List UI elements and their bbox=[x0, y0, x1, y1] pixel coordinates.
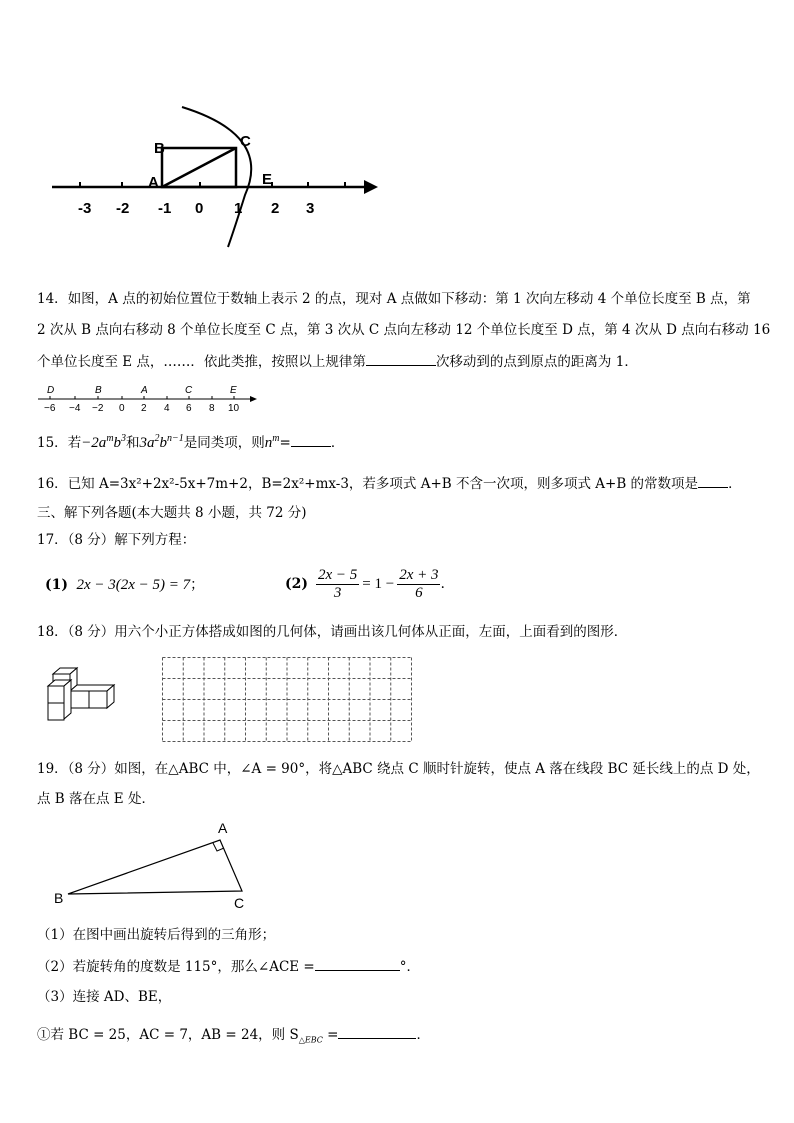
question-text: °． bbox=[399, 959, 420, 975]
number-line-arc-figure bbox=[40, 95, 390, 255]
question-19-sub-1: （1）在图中画出旋转后得到的三角形； bbox=[37, 927, 276, 943]
tick-label: 0 bbox=[195, 200, 204, 217]
equation-middle: = 1 − bbox=[362, 575, 395, 592]
question-text: ． bbox=[728, 476, 742, 492]
point-label-e: E bbox=[262, 171, 273, 188]
tick-label: -2 bbox=[116, 200, 130, 217]
question-text: 若 bbox=[67, 435, 82, 451]
right-triangle-figure bbox=[50, 818, 260, 913]
punctuation: ； bbox=[190, 577, 205, 593]
term-1: $-2a^mb^3$ bbox=[81, 433, 127, 451]
question-text: 已知 A=3x²+2x²-5x+7m+2，B=2x²+mx-3，若多项式 A+B 不含一次项，则多项式 A+B 的常数项是 bbox=[67, 476, 699, 492]
question-text: ． bbox=[330, 435, 345, 451]
point-label: E bbox=[230, 385, 237, 396]
question-18-header: 18．（8 分）用六个小正方体搭成如图的几何体，请画出该几何体从正面，左面，上面看到的图形． bbox=[37, 624, 628, 640]
tick-label: 4 bbox=[164, 403, 170, 414]
question-text: ． bbox=[416, 1027, 430, 1043]
question-text: ①若 BC = 25，AC = 7，AB = 24，则 S bbox=[37, 1027, 299, 1043]
drawing-grid[interactable] bbox=[162, 657, 413, 743]
section-heading: 三、解下列各题(本大题共 8 小题，共 72 分) bbox=[37, 505, 307, 521]
question-16 bbox=[37, 473, 742, 494]
term-2: $3a^2b^{n-1}$ bbox=[139, 433, 184, 451]
question-text: = bbox=[322, 1027, 339, 1043]
point-label-a: A bbox=[148, 174, 159, 191]
point-label: C bbox=[185, 385, 193, 396]
question-19-sub-2 bbox=[37, 956, 420, 977]
axis-arrow bbox=[364, 180, 378, 194]
point-label-c: C bbox=[240, 133, 251, 150]
question-text: 是同类项，则 bbox=[183, 435, 265, 451]
tick-label: −2 bbox=[92, 403, 104, 414]
cubes-figure bbox=[40, 662, 122, 724]
tick-label: 0 bbox=[119, 403, 125, 414]
question-text: 次移动到的点到原点的距离为 1． bbox=[435, 354, 638, 370]
question-number: 16． bbox=[37, 476, 68, 492]
equals-sign: = bbox=[279, 435, 291, 451]
question-text: 和 bbox=[126, 435, 140, 451]
tick-label: 2 bbox=[271, 200, 280, 217]
tick-label: −4 bbox=[69, 403, 81, 414]
tick-label: 3 bbox=[306, 200, 315, 217]
question-17-header: 17．（8 分）解下列方程： bbox=[37, 532, 196, 548]
answer-blank[interactable] bbox=[315, 956, 400, 971]
question-19-line-2: 点 B 落在点 E 处． bbox=[37, 791, 155, 807]
question-14-line-2: 2 次从 B 点向右移动 8 个单位长度至 C 点，第 3 次从 C 点向左移动 12 个单位长度至 D 点，第 4 次从 D 点向右移动 16 bbox=[37, 322, 771, 338]
numerator: 2x − 5 bbox=[318, 566, 358, 583]
point-label: B bbox=[95, 385, 102, 396]
question-19-sub-4 bbox=[37, 1024, 430, 1051]
compass-arc bbox=[182, 107, 251, 247]
fraction-2 bbox=[397, 567, 440, 602]
question-text: 个单位长度至 E 点，……．依此类推，按照以上规律第 bbox=[37, 354, 366, 370]
tick-label: 10 bbox=[228, 403, 240, 414]
vertex-label-a: A bbox=[218, 820, 228, 836]
tick-label: 8 bbox=[209, 403, 215, 414]
tick-label: −6 bbox=[44, 403, 56, 414]
vertex-label-c: C bbox=[234, 895, 245, 911]
expression: $n^m$ bbox=[264, 433, 280, 451]
answer-blank[interactable] bbox=[291, 432, 331, 447]
question-19-sub-3: （3）连接 AD、BE， bbox=[37, 989, 172, 1005]
equation-1: 2x − 3(2x − 5) = 7 bbox=[76, 577, 191, 593]
denominator: 3 bbox=[333, 584, 342, 601]
question-14-line-3 bbox=[37, 351, 638, 372]
question-text: 如图，A 点的初始位置位于数轴上表示 2 的点，现对 A 点做如下移动：第 1 次向左移动 4 个单位长度至 B 点，第 bbox=[67, 291, 751, 307]
tick-label: -3 bbox=[78, 200, 92, 217]
question-17-part-2 bbox=[285, 562, 445, 606]
question-number: 15． bbox=[37, 435, 68, 451]
question-text: （2）若旋转角的度数是 115°，那么∠ACE = bbox=[37, 959, 315, 975]
question-19-line-1: 19．（8 分）如图，在△ABC 中，∠A = 90°，将△ABC 绕点 C 顺时针旋转，使点 A 落在线段 BC 延长线上的点 D 处， bbox=[37, 761, 760, 777]
denominator: 6 bbox=[415, 584, 423, 601]
point-label-b: B bbox=[154, 140, 165, 157]
part-label: (2) bbox=[285, 576, 308, 592]
axis-arrow bbox=[250, 396, 257, 402]
tick-label: -1 bbox=[158, 200, 172, 217]
point-label: D bbox=[47, 385, 55, 396]
tick-label: 2 bbox=[141, 403, 147, 414]
diagonal-ac bbox=[162, 148, 236, 187]
vertex-label-b: B bbox=[54, 890, 64, 906]
answer-blank[interactable] bbox=[698, 473, 728, 488]
tick-label: 1 bbox=[234, 200, 243, 217]
question-14-line-1 bbox=[37, 289, 751, 309]
question-15 bbox=[37, 429, 344, 453]
punctuation: . bbox=[440, 576, 445, 592]
fraction-1 bbox=[316, 567, 359, 602]
point-label: A bbox=[141, 385, 148, 396]
answer-blank[interactable] bbox=[338, 1024, 416, 1039]
part-label: (1) bbox=[45, 577, 68, 593]
subscript: △EBC bbox=[298, 1035, 323, 1045]
question-number: 14． bbox=[37, 291, 68, 307]
numerator: 2x + 3 bbox=[399, 566, 439, 583]
answer-blank[interactable] bbox=[366, 351, 436, 366]
question-17-part-1 bbox=[45, 574, 204, 594]
q14-number-line-figure bbox=[36, 382, 261, 416]
tick-label: 6 bbox=[186, 403, 192, 414]
